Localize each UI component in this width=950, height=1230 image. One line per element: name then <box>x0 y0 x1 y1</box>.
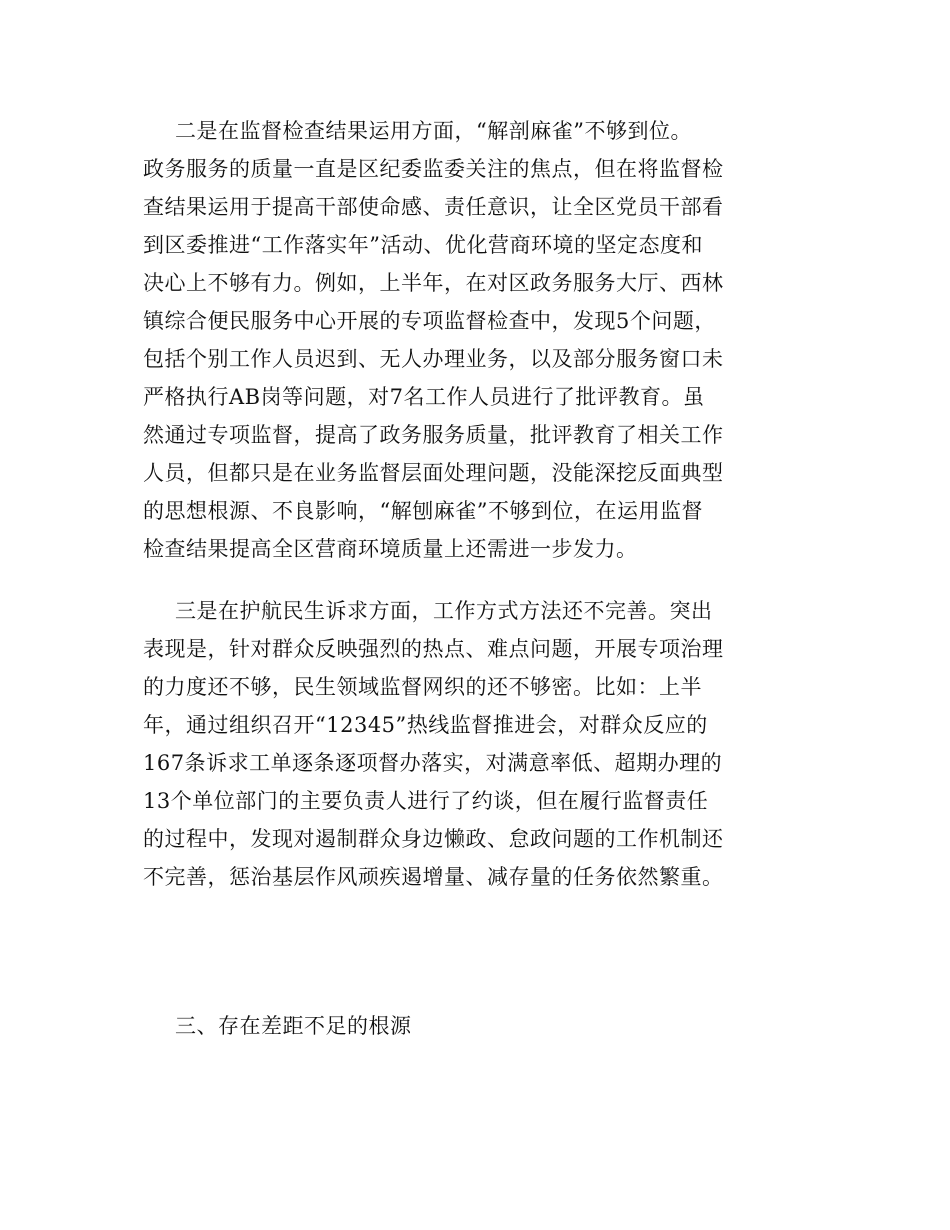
text-line: 到区委推进“工作落实年”活动、优化营商环境的坚定态度和 <box>143 233 703 257</box>
text-line: 人员，但都只是在业务监督层面处理问题，没能深挖反面典型 <box>143 461 724 485</box>
text-line: 的力度还不够，民生领域监督网织的还不够密。比如：上半 <box>143 675 702 699</box>
text-line: 167条诉求工单逐条逐项督办落实，对满意率低、超期办理的 <box>143 751 723 775</box>
text-line: 的思想根源、不良影响，“解刨麻雀”不够到位，在运用监督 <box>143 499 703 523</box>
text-line: 镇综合便民服务中心开展的专项监督检查中，发现5个问题， <box>143 309 716 333</box>
text-line: 决心上不够有力。例如，上半年，在对区政务服务大厅、西林 <box>143 271 724 295</box>
paragraph-monitoring-results <box>143 112 818 568</box>
text-line: 二是在监督检查结果运用方面，“解剖麻雀”不够到位。 <box>175 119 692 143</box>
text-line: 查结果运用于提高干部使命感、责任意识，让全区党员干部看 <box>143 195 724 219</box>
text-line: 三是在护航民生诉求方面，工作方式方法还不完善。突出 <box>175 599 713 623</box>
text-line: 严格执行AB岗等问题，对7名工作人员进行了批评教育。虽 <box>143 385 705 409</box>
text-line: 检查结果提高全区营商环境质量上还需进一步发力。 <box>143 537 638 561</box>
text-line: 然通过专项监督，提高了政务服务质量，批评教育了相关工作 <box>143 423 724 447</box>
text-line: 不完善，惩治基层作风顽疾遏增量、减存量的任务依然繁重。 <box>143 865 724 889</box>
text-line: 包括个别工作人员迟到、无人办理业务，以及部分服务窗口未 <box>143 347 724 371</box>
text-line: 年，通过组织召开“12345”热线监督推进会，对群众反应的 <box>143 713 708 737</box>
text-line: 的过程中，发现对遏制群众身边懒政、怠政问题的工作机制还 <box>143 827 724 851</box>
text-line: 政务服务的质量一直是区纪委监委关注的焦点，但在将监督检 <box>143 157 724 181</box>
heading-root-causes: 三、存在差距不足的根源 <box>175 1014 412 1038</box>
paragraph-livelihood-appeals <box>143 592 818 896</box>
text-line: 表现是，针对群众反映强烈的热点、难点问题，开展专项治理 <box>143 637 724 661</box>
section-heading <box>143 1007 818 1045</box>
text-line: 13个单位部门的主要负责人进行了约谈，但在履行监督责任 <box>143 789 709 813</box>
